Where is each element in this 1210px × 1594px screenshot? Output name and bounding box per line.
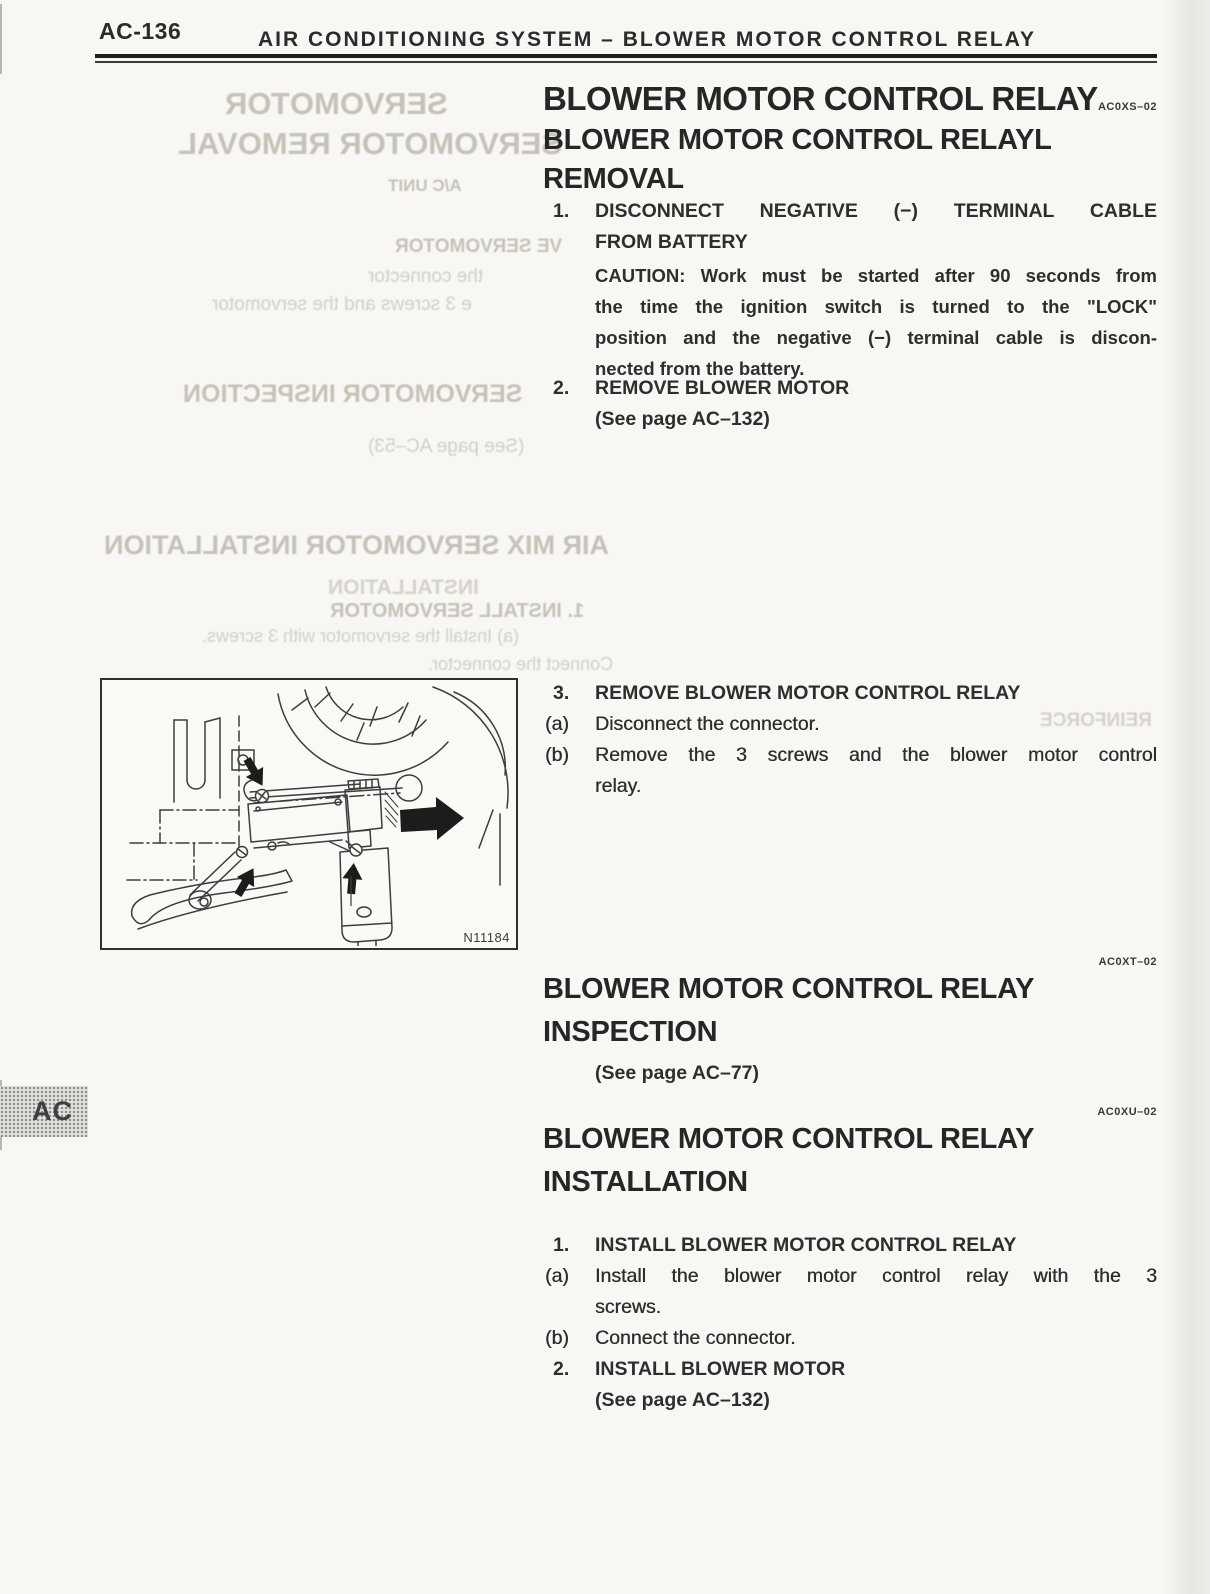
bleedthrough-text: the connector xyxy=(368,266,484,287)
see-page-ref xyxy=(543,1058,1157,1089)
caution-line: nected from the battery. xyxy=(595,358,805,379)
substep-letter: (b) xyxy=(545,744,569,766)
step-text-line: FROM BATTERY xyxy=(595,231,748,253)
see-page-ref xyxy=(543,404,1157,435)
bleedthrough-text: (a) Install the servomotor with 3 screws. xyxy=(202,626,520,646)
step-text: INSTALL BLOWER MOTOR xyxy=(595,1358,846,1380)
caution-line: position and the negative (−) terminal cable is discon- xyxy=(595,327,1157,348)
section-code: AC0XS–02 xyxy=(1097,101,1157,113)
step-text: REMOVE BLOWER MOTOR CONTROL RELAY xyxy=(595,682,1021,704)
caution-paragraph xyxy=(543,260,1157,384)
substep-row xyxy=(543,1261,1157,1323)
step-row xyxy=(543,1230,1157,1261)
substep-row xyxy=(543,740,1157,802)
step-number: 1. xyxy=(553,1234,570,1256)
removal-subtitle-line2: REMOVAL xyxy=(543,163,684,195)
bleedthrough-text: (See page AC–53) xyxy=(368,436,525,457)
inspection-title-line1: BLOWER MOTOR CONTROL RELAY xyxy=(543,973,1035,1005)
caution-line: the time the ignition switch is turned to the "LOCK" xyxy=(595,296,1157,317)
bleedthrough-text: e 3 screws and the servomotor xyxy=(212,294,472,315)
see-page-text: (See page AC–132) xyxy=(595,1389,770,1411)
substep-row xyxy=(543,709,1157,740)
step-row xyxy=(543,373,1157,404)
scan-shadow-right xyxy=(1162,0,1210,1594)
step-text: REMOVE BLOWER MOTOR xyxy=(595,377,850,399)
substep-text: Connect the connector. xyxy=(595,1327,796,1349)
page-number: AC-136 xyxy=(99,18,182,44)
substep-text-line: Install the blower motor control relay with the 3 xyxy=(595,1265,1157,1287)
step-row xyxy=(543,1354,1157,1385)
bleedthrough-text: SERVOMOTOR INSPECTION xyxy=(183,380,523,408)
bleedthrough-text: AIR MIX SERVOMOTOR INSTALLATION xyxy=(104,530,610,560)
step-number: 1. xyxy=(553,200,570,222)
header-rule-thin xyxy=(95,61,1157,63)
see-page-text: (See page AC–132) xyxy=(595,408,770,430)
removal-title-block xyxy=(543,78,1163,199)
substep-letter: (a) xyxy=(545,713,569,735)
screw-arrow-icon xyxy=(229,863,262,900)
substep-letter: (b) xyxy=(545,1327,569,1349)
section-main-title: BLOWER MOTOR CONTROL RELAY xyxy=(543,80,1098,117)
step-text: INSTALL BLOWER MOTOR CONTROL RELAY xyxy=(595,1234,1017,1256)
substep-row xyxy=(543,1323,1157,1354)
section-code: AC0XT–02 xyxy=(1098,956,1157,968)
figure-number: N11184 xyxy=(463,930,510,945)
bleedthrough-text: REINFORCE xyxy=(1040,710,1152,731)
section-side-tab xyxy=(0,1086,88,1137)
step-number: 2. xyxy=(553,1358,570,1380)
installation-title-line1: BLOWER MOTOR CONTROL RELAY xyxy=(543,1123,1035,1155)
substep-text: Disconnect the connector. xyxy=(595,713,820,735)
substep-letter: (a) xyxy=(545,1265,569,1287)
relay-location-figure xyxy=(100,678,518,950)
substep-text-line: relay. xyxy=(595,775,642,797)
step-number: 2. xyxy=(553,377,570,399)
substep-text-line: Remove the 3 screws and the blower motor control xyxy=(595,744,1157,766)
inspection-title xyxy=(543,968,1163,1054)
step-number: 3. xyxy=(553,682,570,704)
scan-mark-top-left xyxy=(0,4,2,74)
header-title: AIR CONDITIONING SYSTEM – BLOWER MOTOR CONTROL RELAY xyxy=(258,28,1036,51)
bleedthrough-text: 1. INSTALL SERVOMOTOR xyxy=(330,600,585,622)
bleedthrough-text: SERVOMOTOR REMOVAL xyxy=(178,126,563,161)
inspection-title-line2: INSPECTION xyxy=(543,1016,718,1048)
step-row xyxy=(543,678,1157,709)
blower-motor-illustration xyxy=(102,680,516,946)
bleedthrough-text: VE SERVOMOTOR xyxy=(395,236,563,257)
remove-direction-arrow-icon xyxy=(400,797,464,840)
removal-subtitle-line1: BLOWER MOTOR CONTROL RELAYL xyxy=(543,124,1052,156)
bleedthrough-text: A/C UNIT xyxy=(388,176,462,195)
caution-line: CAUTION: Work must be started after 90 seconds from xyxy=(595,265,1157,286)
bleedthrough-text: SERVOMOTOR xyxy=(225,86,448,121)
substep-text-line: screws. xyxy=(595,1296,662,1318)
section-code: AC0XU–02 xyxy=(1097,1106,1157,1118)
step-row xyxy=(543,196,1157,258)
bleedthrough-text: Connect the connector. xyxy=(428,654,614,674)
step-text-line: DISCONNECT NEGATIVE (−) TERMINAL CABLE xyxy=(595,200,1157,222)
side-tab-label: AC xyxy=(32,1096,73,1126)
header-rule-thick xyxy=(95,54,1157,58)
see-page-text: (See page AC–77) xyxy=(595,1062,760,1084)
installation-title xyxy=(543,1118,1163,1204)
see-page-ref xyxy=(543,1385,1157,1416)
screw-arrow-icon xyxy=(341,862,364,895)
installation-title-line2: INSTALLATION xyxy=(543,1166,748,1198)
bleedthrough-text: INSTALLATION xyxy=(328,576,479,599)
